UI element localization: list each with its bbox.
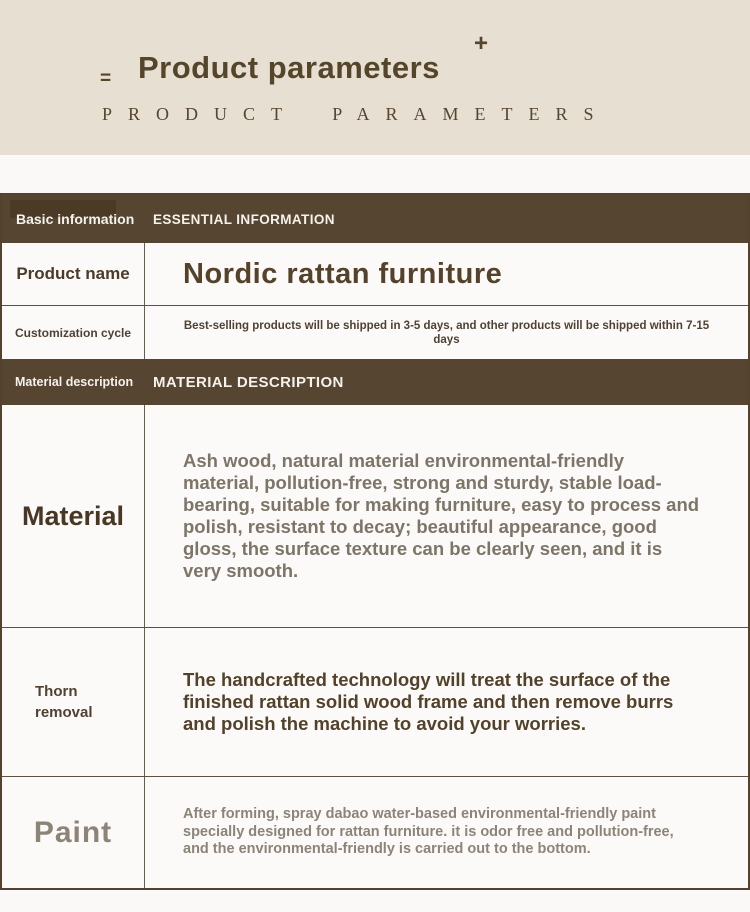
thorn-removal-value: The handcrafted technology will treat the surface of the finished rattan solid wood frame and then remove burrs and polish the machine to avoid your worries. bbox=[183, 669, 674, 734]
material-description-label: Material description bbox=[15, 375, 134, 389]
table-row-thorn-removal bbox=[2, 627, 748, 776]
product-name-value: Nordic rattan furniture bbox=[183, 257, 503, 290]
hero-banner bbox=[0, 0, 750, 155]
plus-decoration: + bbox=[474, 30, 489, 57]
customization-cycle-value-cell bbox=[145, 306, 748, 359]
material-description-header: MATERIAL DESCRIPTION bbox=[153, 373, 344, 391]
material-value: Ash wood, natural material environmental-friendly material, pollution-free, strong and sturdy, stable load-bearing, suitable for making furniture, easy to process and polish, resistant to decay; beautiful appearance, good gloss, the surface texture can be clearly seen, and it is very smooth. bbox=[183, 450, 700, 581]
paint-label: Paint bbox=[2, 777, 145, 888]
page-subtitle: PRODUCT PARAMETERS bbox=[102, 104, 610, 124]
product-parameters-table bbox=[0, 193, 750, 890]
material-label: Material bbox=[2, 405, 145, 627]
paint-value: After forming, spray dabao water-based environmental-friendly paint specially designed for rattan furniture. it is odor free and pollution-free, and the environmental-friendly is carried out to the bottom. bbox=[183, 806, 674, 858]
page-title: Product parameters bbox=[138, 50, 440, 85]
section-header-material-description bbox=[2, 359, 748, 405]
table-row-product-name bbox=[2, 243, 748, 305]
basic-information-label-cell bbox=[2, 195, 145, 243]
product-name-label: Product name bbox=[2, 243, 145, 305]
customization-cycle-value: Best-selling products will be shipped in 3-5 days, and other products will be shipped within 7-15 days bbox=[183, 319, 710, 346]
table-row-material bbox=[2, 405, 748, 627]
essential-information-header: ESSENTIAL INFORMATION bbox=[153, 211, 335, 227]
table-row-customization-cycle bbox=[2, 305, 748, 359]
section-header-basic-information bbox=[2, 195, 748, 243]
thorn-removal-label: Thorn removal bbox=[2, 628, 145, 776]
equals-decoration: = bbox=[100, 68, 112, 89]
table-row-paint bbox=[2, 776, 748, 888]
basic-information-label: Basic information bbox=[16, 210, 135, 227]
customization-cycle-label: Customization cycle bbox=[2, 306, 145, 359]
